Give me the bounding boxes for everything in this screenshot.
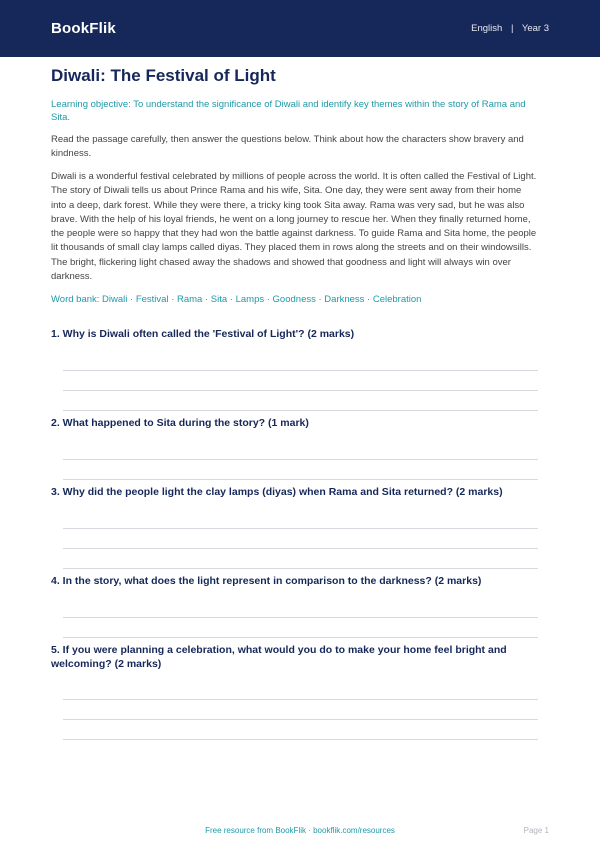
answer-line[interactable] — [63, 739, 538, 740]
subject-label: English — [471, 23, 503, 34]
question-text: 1. Why is Diwali often called the 'Festival of Light'? (2 marks) — [51, 328, 355, 341]
question-text: 3. Why did the people light the clay lamps (diyas) when Rama and Sita returned? (2 marks) — [51, 486, 503, 499]
year-label: Year 3 — [521, 23, 549, 34]
reading-passage: Diwali is a wonderful festival celebrated by millions of people across the world. It is often called the Festival of Light. The story of Diwali tells us about Prince Rama and his wife, Sita. One day, they were sent away from their home into a deep, dark forest. While they were there, a tricky king took Sita away. Rama was very sad, but he was also brave. With the help of his loyal friends, he went on a long journey to rescue her. When they finally returned home, the people were so happy that they had won the battle against darkness. To guide Rama and Sita home, the people lit thousands of small clay lamps called diyas. They placed them in rows along the streets and on their windowsills. The bright, flickering light chased away the shadows and showed that goodness and light will always win over darkness. — [51, 171, 537, 283]
page-header — [0, 0, 600, 57]
question-2 — [51, 416, 538, 485]
footer-text[interactable]: Free resource from BookFlik · bookflik.com/resources — [205, 826, 395, 835]
learning-objective: Learning objective: To understand the significance of Diwali and identify key themes within the story of Rama and Sita. — [51, 99, 526, 123]
question-text: 5. If you were planning a celebration, what would you do to make your home feel bright and welcoming? (2 marks) — [51, 644, 507, 671]
question-text: 2. What happened to Sita during the story? (1 mark) — [51, 417, 309, 430]
question-4 — [51, 574, 538, 643]
meta-separator: | — [510, 23, 514, 34]
word-bank: Word bank: Diwali · Festival · Rama · Sita · Lamps · Goodness · Darkness · Celebration — [51, 294, 422, 306]
page-title: Diwali: The Festival of Light — [51, 66, 276, 85]
question-1 — [51, 327, 538, 416]
question-3 — [51, 485, 538, 574]
worksheet-content — [0, 66, 600, 740]
page-number: Page 1 — [523, 826, 549, 835]
brand-logo: BookFlik — [51, 20, 116, 37]
instructions: Read the passage carefully, then answer the questions below. Think about how the characters show bravery and kindness. — [51, 134, 524, 159]
header-meta — [471, 23, 549, 34]
question-5 — [51, 643, 538, 740]
question-text: 4. In the story, what does the light represent in comparison to the darkness? (2 marks) — [51, 575, 482, 588]
